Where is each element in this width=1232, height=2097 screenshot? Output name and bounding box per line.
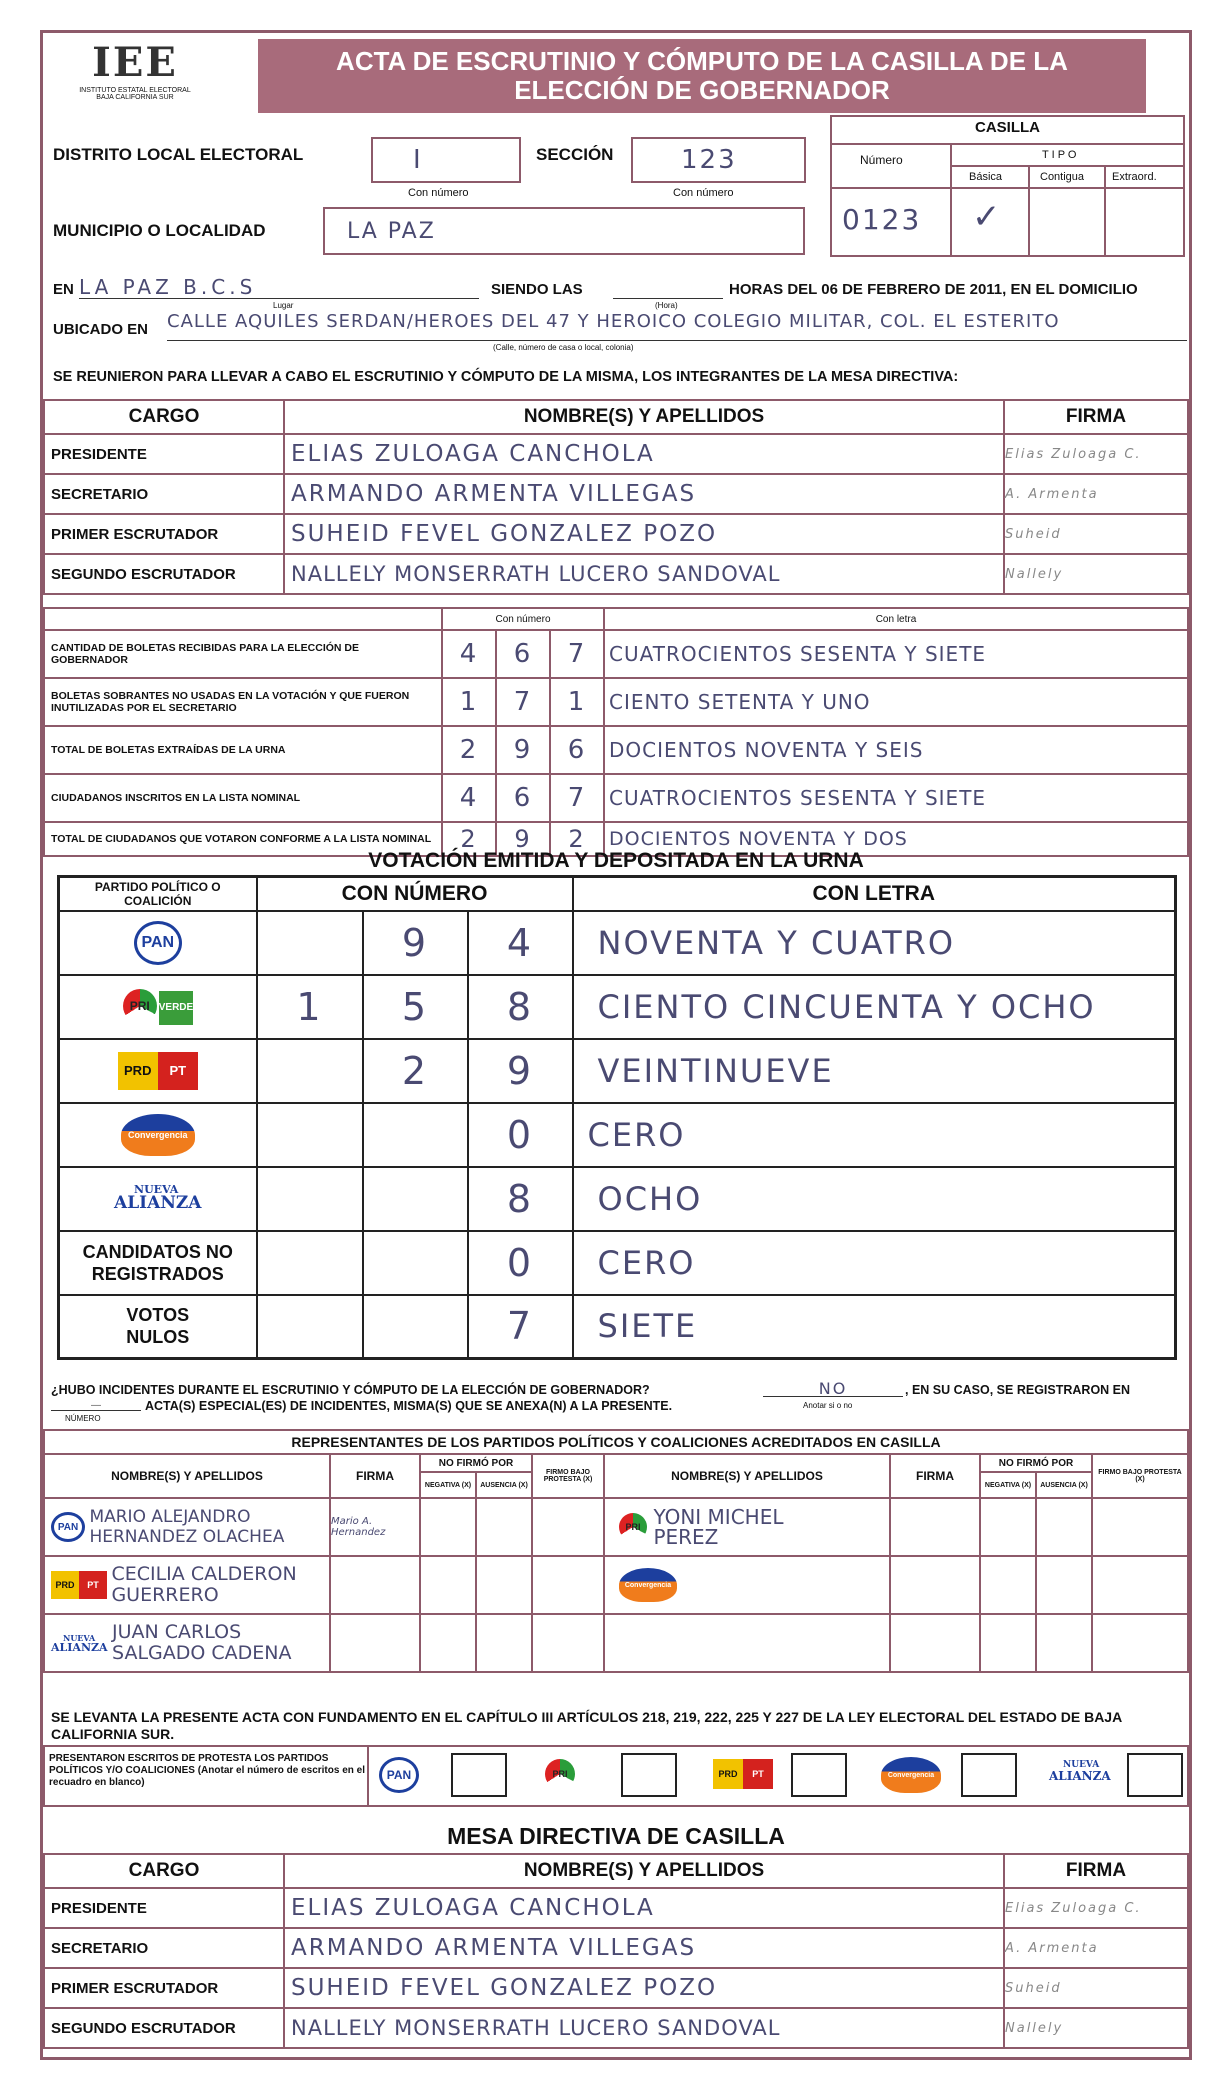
rep-ausencia-cell[interactable] (476, 1498, 532, 1556)
pri-pvem-logo-icon (545, 1759, 577, 1789)
counts-letra-header: Con letra (604, 608, 1188, 630)
official-role: SECRETARIO (44, 474, 284, 514)
official-name[interactable]: SUHEID FEVEL GONZALEZ POZO (284, 514, 1004, 554)
count-digit[interactable]: 6 (550, 726, 604, 774)
vote-text[interactable]: CERO (573, 1231, 1176, 1295)
vote-digit[interactable]: 5 (363, 975, 468, 1039)
reps-firma-header-2: FIRMA (890, 1454, 980, 1498)
casilla-basica-label: Básica (969, 171, 1003, 183)
rep-signature[interactable] (890, 1556, 980, 1614)
prd-pt-logo-icon (713, 1759, 773, 1789)
rep-ausencia-cell[interactable] (1036, 1556, 1092, 1614)
vote-text[interactable]: OCHO (573, 1167, 1176, 1231)
vote-digit[interactable] (363, 1103, 468, 1167)
pt-logo-icon: PT (79, 1571, 107, 1599)
rep-signature[interactable] (330, 1556, 420, 1614)
rep-negativa-cell[interactable] (420, 1614, 476, 1672)
vote-row (59, 1039, 1176, 1103)
mesa-cargo-header: CARGO (44, 1854, 284, 1888)
rep-protesta-cell[interactable] (1092, 1556, 1188, 1614)
rep-name: JUAN CARLOS SALGADO CADENA (112, 1621, 292, 1664)
reps-title: REPRESENTANTES DE LOS PARTIDOS POLÍTICOS Y COALICIONES ACREDITADOS EN CASILLA (44, 1430, 1188, 1454)
vote-row (59, 1103, 1176, 1167)
count-text[interactable]: DOCIENTOS NOVENTA Y DOS (604, 822, 1188, 856)
mesa-firma-header: FIRMA (1004, 1854, 1188, 1888)
official-row (44, 514, 1188, 554)
na-logo-line-1: NUEVA (1063, 1760, 1100, 1770)
mesa-name[interactable]: NALLELY MONSERRATH LUCERO SANDOVAL (284, 2008, 1004, 2048)
rep-name[interactable] (604, 1614, 890, 1672)
na-logo-line-2: ALIANZA (1049, 1769, 1111, 1783)
iee-logo-mark: IEE (92, 39, 178, 86)
rep-signature[interactable] (330, 1614, 420, 1672)
section-value: 123 (681, 145, 737, 175)
meeting-text: SE REUNIERON PARA LLEVAR A CABO EL ESCRUTINIO Y CÓMPUTO DE LA MISMA, LOS INTEGRANTES DE LA MESA DIRECTIVA: (53, 369, 959, 385)
hora-hint: (Hora) (655, 301, 678, 310)
official-name[interactable]: NALLELY MONSERRATH LUCERO SANDOVAL (284, 554, 1004, 594)
reps-no-firmo-header: NO FIRMÓ POR (420, 1454, 532, 1472)
pan-logo-icon: PAN (134, 921, 182, 965)
institute-state: BAJA CALIFORNIA SUR (96, 94, 174, 101)
municipality-field[interactable] (323, 207, 805, 255)
vote-digit[interactable]: 9 (363, 911, 468, 975)
pt-logo-icon: PT (743, 1759, 773, 1789)
protest-count-pan[interactable] (451, 1753, 507, 1797)
mesa-row (44, 1928, 1188, 1968)
official-signature[interactable]: Suheid (1004, 514, 1188, 554)
official-signature[interactable]: Elias Zuloaga C. (1004, 434, 1188, 474)
count-digit[interactable]: 4 (442, 630, 496, 678)
count-row (44, 678, 1188, 726)
horas-text: HORAS DEL 06 DE FEBRERO DE 2011, EN EL DOMICILIO (729, 281, 1138, 298)
protest-count-pri[interactable] (621, 1753, 677, 1797)
district-field[interactable] (371, 137, 521, 183)
rep-ausencia-cell[interactable] (476, 1614, 532, 1672)
na-logo-line-1: NUEVA (134, 1183, 179, 1196)
na-logo-line-1: NUEVA (63, 1632, 96, 1643)
vote-digit[interactable]: 9 (468, 1039, 573, 1103)
count-text[interactable]: CUATROCIENTOS SESENTA Y SIETE (604, 774, 1188, 822)
rep-name: MARIO ALEJANDRO HERNANDEZ OLACHEA (89, 1507, 285, 1547)
incidents-count-value: — (91, 1400, 101, 1411)
vote-digit[interactable] (363, 1231, 468, 1295)
rep-row (44, 1614, 1188, 1672)
prd-logo-icon: PRD (713, 1759, 743, 1789)
counts-numero-header: Con número (442, 608, 604, 630)
pri-logo-icon: PRI (545, 1759, 575, 1789)
casilla-tipo-label: T I P O (1042, 149, 1077, 161)
casilla-contigua-label: Contigua (1040, 171, 1085, 183)
votes-letra-header: CON LETRA (573, 877, 1176, 911)
vote-digit[interactable] (257, 1039, 363, 1103)
count-label: BOLETAS SOBRANTES NO USADAS EN LA VOTACIÓN Y QUE FUERON INUTILIZADAS POR EL SECRETARIO (44, 678, 442, 726)
party-logo-cell (59, 1039, 257, 1103)
reps-negativa-header: NEGATIVA (X) (420, 1472, 476, 1498)
count-text[interactable]: DOCIENTOS NOVENTA Y SEIS (604, 726, 1188, 774)
na-logo-line-2: ALIANZA (51, 1640, 108, 1654)
officials-nombre-header: NOMBRE(S) Y APELLIDOS (284, 400, 1004, 434)
official-row (44, 474, 1188, 514)
vote-text[interactable]: CERO (573, 1103, 1176, 1167)
reps-ausencia-header: AUSENCIA (X) (476, 1472, 532, 1498)
ballot-counts-table (43, 607, 1189, 857)
incidents-answer-field[interactable] (763, 1379, 903, 1397)
municipality-value: LA PAZ (347, 219, 436, 244)
count-label: TOTAL DE CIUDADANOS QUE VOTARON CONFORME A LA LISTA NOMINAL (44, 822, 442, 856)
vote-digit[interactable]: 2 (363, 1039, 468, 1103)
pt-logo-icon: PT (158, 1052, 198, 1090)
title-line-1: ACTA DE ESCRUTINIO Y CÓMPUTO DE LA CASILLA DE LA (336, 46, 1068, 76)
reps-negativa-header-2: NEGATIVA (X) (980, 1472, 1036, 1498)
protest-count-convergencia[interactable] (961, 1753, 1017, 1797)
count-text[interactable]: CIENTO SETENTA Y UNO (604, 678, 1188, 726)
rep-name-cell[interactable] (44, 1614, 330, 1672)
party-logo-cell (59, 911, 257, 975)
domicilio-hint: (Calle, número de casa o local, colonia) (493, 343, 634, 352)
party-logo-cell (59, 1103, 257, 1167)
incidents-numero-hint: NÚMERO (65, 1414, 101, 1423)
na-logo-line-2: ALIANZA (114, 1193, 202, 1213)
incidents-line2: ACTA(S) ESPECIAL(ES) DE INCIDENTES, MISMA(S) QUE SE ANEXA(N) A LA PRESENTE. (145, 1399, 673, 1413)
rep-protesta-cell[interactable] (532, 1556, 604, 1614)
incidents-question: ¿HUBO INCIDENTES DURANTE EL ESCRUTINIO Y CÓMPUTO DE LA ELECCIÓN DE GOBERNADOR? (51, 1383, 650, 1397)
prd-logo-icon: PRD (51, 1571, 79, 1599)
incidents-suffix: , EN SU CASO, SE REGISTRARON EN (905, 1383, 1131, 1397)
casilla-numero-value[interactable]: 0123 (842, 203, 922, 236)
nueva-alianza-logo-icon (114, 1184, 201, 1212)
official-row (44, 554, 1188, 594)
count-digit[interactable]: 6 (496, 774, 550, 822)
vote-digit[interactable]: 8 (468, 975, 573, 1039)
reps-nombre-header: NOMBRE(S) Y APELLIDOS (44, 1454, 330, 1498)
mesa-name[interactable]: ELIAS ZULOAGA CANCHOLA (284, 1888, 1004, 1928)
domicilio-value: CALLE AQUILES SERDAN/HEROES DEL 47 Y HEROICO COLEGIO MILITAR, COL. EL ESTERITO (167, 311, 1060, 332)
rep-signature[interactable] (890, 1498, 980, 1556)
casilla-basica-check[interactable]: ✓ (972, 197, 1003, 237)
votes-numero-header: CON NÚMERO (257, 877, 573, 911)
mesa-role: SEGUNDO ESCRUTADOR (44, 2008, 284, 2048)
official-role: PRESIDENTE (44, 434, 284, 474)
convergencia-logo-icon: Convergencia (121, 1114, 195, 1156)
official-role: PRIMER ESCRUTADOR (44, 514, 284, 554)
mesa-title: MESA DIRECTIVA DE CASILLA (447, 1823, 785, 1849)
acta-sheet (40, 30, 1192, 2060)
rep-protesta-cell[interactable] (532, 1614, 604, 1672)
pri-logo-icon: PRI (123, 989, 157, 1023)
casilla-label: CASILLA (975, 119, 1040, 136)
votes-title: VOTACIÓN EMITIDA Y DEPOSITADA EN LA URNA (368, 849, 864, 872)
official-role: SEGUNDO ESCRUTADOR (44, 554, 284, 594)
prd-logo-icon: PRD (118, 1052, 158, 1090)
count-digit[interactable]: 2 (442, 726, 496, 774)
mesa-signature[interactable]: A. Armenta (1004, 1928, 1188, 1968)
mesa-row (44, 1888, 1188, 1928)
representatives-table (43, 1429, 1189, 1673)
protest-text: PRESENTARON ESCRITOS DE PROTESTA LOS PARTIDOS POLÍTICOS Y/O COALICIONES (Anotar el número de escritos en el recuadro en blanco) (49, 1753, 365, 1788)
reps-ausencia-header-2: AUSENCIA (X) (1036, 1472, 1092, 1498)
count-digit[interactable]: 9 (496, 726, 550, 774)
rep-ausencia-cell[interactable] (1036, 1498, 1092, 1556)
incidents-answer-hint: Anotar si o no (803, 1401, 853, 1410)
mesa-table (43, 1853, 1189, 2049)
vote-row-label: CANDIDATOS NO REGISTRADOS (59, 1231, 257, 1295)
rep-negativa-cell[interactable] (980, 1556, 1036, 1614)
official-name[interactable]: ARMANDO ARMENTA VILLEGAS (284, 474, 1004, 514)
officials-firma-header: FIRMA (1004, 400, 1188, 434)
mesa-signature[interactable]: Nallely (1004, 2008, 1188, 2048)
en-label: EN (53, 281, 74, 298)
municipality-label: MUNICIPIO O LOCALIDAD (53, 221, 266, 240)
rep-name: CECILIA CALDERON GUERRERO (111, 1563, 297, 1606)
rep-negativa-cell[interactable] (420, 1498, 476, 1556)
reps-nombre-header-2: NOMBRE(S) Y APELLIDOS (604, 1454, 890, 1498)
nueva-alianza-logo-icon (51, 1634, 108, 1653)
lugar-hint: Lugar (273, 301, 294, 310)
count-row (44, 630, 1188, 678)
institute-name: INSTITUTO ESTATAL ELECTORAL (79, 87, 191, 94)
rep-protesta-cell[interactable] (532, 1498, 604, 1556)
ubicado-label: UBICADO EN (53, 321, 149, 338)
rep-ausencia-cell[interactable] (476, 1556, 532, 1614)
title-line-2: ELECCIÓN DE GOBERNADOR (514, 75, 890, 105)
rep-negativa-cell[interactable] (980, 1614, 1036, 1672)
count-label: TOTAL DE BOLETAS EXTRAÍDAS DE LA URNA (44, 726, 442, 774)
count-digit[interactable]: 7 (550, 774, 604, 822)
vote-row (59, 975, 1176, 1039)
mesa-nombre-header: NOMBRE(S) Y APELLIDOS (284, 1854, 1004, 1888)
protest-row (43, 1745, 1189, 1807)
rep-name: YONI MICHEL PEREZ (653, 1505, 784, 1549)
siendo-label: SIENDO LAS (491, 281, 583, 298)
count-digit[interactable]: 4 (442, 774, 496, 822)
vote-text[interactable]: VEINTINUEVE (573, 1039, 1176, 1103)
section-label: SECCIÓN (536, 145, 614, 164)
protest-count-nueva-alianza[interactable] (1127, 1753, 1183, 1797)
section-field[interactable] (631, 137, 806, 183)
official-row (44, 434, 1188, 474)
rep-signature[interactable]: Mario A. Hernandez (330, 1498, 420, 1556)
vote-text[interactable]: CIENTO CINCUENTA Y OCHO (573, 975, 1176, 1039)
mesa-name[interactable]: SUHEID FEVEL GONZALEZ POZO (284, 1968, 1004, 2008)
casilla-numero-label: Número (860, 153, 903, 167)
mesa-role: PRESIDENTE (44, 1888, 284, 1928)
official-signature[interactable]: A. Armenta (1004, 474, 1188, 514)
count-digit[interactable]: 6 (496, 630, 550, 678)
section-hint: Con número (673, 187, 734, 199)
votes-party-header: PARTIDO POLÍTICO O COALICIÓN (59, 877, 257, 911)
vote-text[interactable]: NOVENTA Y CUATRO (573, 911, 1176, 975)
reps-no-firmo-header-2: NO FIRMÓ POR (980, 1454, 1092, 1472)
district-hint: Con número (408, 187, 469, 199)
party-logo-cell (59, 975, 257, 1039)
rep-name-cell[interactable] (604, 1498, 890, 1556)
count-row (44, 774, 1188, 822)
count-text[interactable]: CUATROCIENTOS SESENTA Y SIETE (604, 630, 1188, 678)
count-digit[interactable]: 1 (442, 678, 496, 726)
pan-logo-icon: PAN (51, 1512, 85, 1542)
convergencia-logo-icon: Convergencia (881, 1757, 941, 1793)
rep-name-cell[interactable] (44, 1498, 330, 1556)
district-label: DISTRITO LOCAL ELECTORAL (53, 145, 304, 164)
mesa-row (44, 2008, 1188, 2048)
vote-digit[interactable] (257, 911, 363, 975)
rep-name-cell[interactable] (604, 1556, 890, 1614)
vote-row (59, 1231, 1176, 1295)
pan-logo-icon: PAN (379, 1757, 419, 1793)
vote-text[interactable]: SIETE (573, 1295, 1176, 1359)
officials-cargo-header: CARGO (44, 400, 284, 434)
verde-logo-icon: VERDE (159, 991, 193, 1025)
count-row (44, 726, 1188, 774)
district-value: I (413, 145, 423, 175)
vote-row (59, 911, 1176, 975)
count-label: CIUDADANOS INSCRITOS EN LA LISTA NOMINAL (44, 774, 442, 822)
vote-digit[interactable] (363, 1167, 468, 1231)
vote-digit[interactable] (363, 1295, 468, 1359)
rep-signature[interactable] (890, 1614, 980, 1672)
count-digit[interactable]: 2 (442, 822, 496, 856)
vote-row-label: VOTOS NULOS (59, 1295, 257, 1359)
hora-field[interactable] (613, 281, 723, 299)
vote-digit[interactable]: 8 (468, 1167, 573, 1231)
lugar-field[interactable] (79, 275, 479, 299)
votes-table (57, 875, 1177, 1360)
vote-digit[interactable]: 7 (468, 1295, 573, 1359)
domicilio-field[interactable] (167, 311, 1187, 341)
nueva-alianza-logo-icon (1049, 1761, 1111, 1782)
protest-count-prd[interactable] (791, 1753, 847, 1797)
count-label: CANTIDAD DE BOLETAS RECIBIDAS PARA LA ELECCIÓN DE GOBERNADOR (44, 630, 442, 678)
reps-protesta-header-2: FIRMO BAJO PROTESTA (X) (1092, 1454, 1188, 1498)
mesa-role: SECRETARIO (44, 1928, 284, 1968)
document-title (258, 39, 1146, 113)
rep-negativa-cell[interactable] (420, 1556, 476, 1614)
party-logo-cell (59, 1167, 257, 1231)
count-digit[interactable]: 2 (550, 822, 604, 856)
incidents-count-field[interactable] (51, 1395, 141, 1411)
mesa-role: PRIMER ESCRUTADOR (44, 1968, 284, 2008)
iee-logo (55, 39, 215, 125)
casilla-box (830, 115, 1185, 257)
reps-protesta-header: FIRMO BAJO PROTESTA (X) (532, 1454, 604, 1498)
mesa-row (44, 1968, 1188, 2008)
rep-protesta-cell[interactable] (1092, 1614, 1188, 1672)
count-digit[interactable]: 7 (550, 630, 604, 678)
rep-negativa-cell[interactable] (980, 1498, 1036, 1556)
vote-row (59, 1295, 1176, 1359)
vote-digit[interactable] (257, 1295, 363, 1359)
official-name[interactable]: ELIAS ZULOAGA CANCHOLA (284, 434, 1004, 474)
vote-digit[interactable] (257, 1167, 363, 1231)
official-signature[interactable]: Nallely (1004, 554, 1188, 594)
pri-logo-icon: PRI (619, 1513, 647, 1541)
rep-ausencia-cell[interactable] (1036, 1614, 1092, 1672)
convergencia-logo-icon: Convergencia (619, 1568, 677, 1602)
incidents-answer: NO (818, 1379, 848, 1398)
count-digit[interactable]: 1 (550, 678, 604, 726)
reps-firma-header: FIRMA (330, 1454, 420, 1498)
casilla-extraord-label: Extraord. (1112, 171, 1157, 183)
rep-row (44, 1556, 1188, 1614)
count-digit[interactable]: 9 (496, 822, 550, 856)
mesa-name[interactable]: ARMANDO ARMENTA VILLEGAS (284, 1928, 1004, 1968)
lugar-value: LA PAZ B.C.S (79, 275, 257, 299)
vote-digit[interactable]: 0 (468, 1231, 573, 1295)
rep-protesta-cell[interactable] (1092, 1498, 1188, 1556)
count-digit[interactable]: 7 (496, 678, 550, 726)
legal-text: SE LEVANTA LA PRESENTE ACTA CON FUNDAMENTO EN EL CAPÍTULO III ARTÍCULOS 218, 219, 222, 225 Y 227 DE LA LEY ELECTORAL DEL ESTADO DE BAJA CALIFORNIA SUR. (51, 1709, 1122, 1742)
rep-name-cell[interactable] (44, 1556, 330, 1614)
vote-digit[interactable] (257, 1231, 363, 1295)
vote-digit[interactable] (257, 1103, 363, 1167)
vote-digit[interactable]: 0 (468, 1103, 573, 1167)
vote-digit[interactable]: 4 (468, 911, 573, 975)
vote-row (59, 1167, 1176, 1231)
vote-digit[interactable]: 1 (257, 975, 363, 1039)
mesa-signature[interactable]: Suheid (1004, 1968, 1188, 2008)
mesa-signature[interactable]: Elias Zuloaga C. (1004, 1888, 1188, 1928)
officials-table (43, 399, 1189, 595)
rep-row (44, 1498, 1188, 1556)
